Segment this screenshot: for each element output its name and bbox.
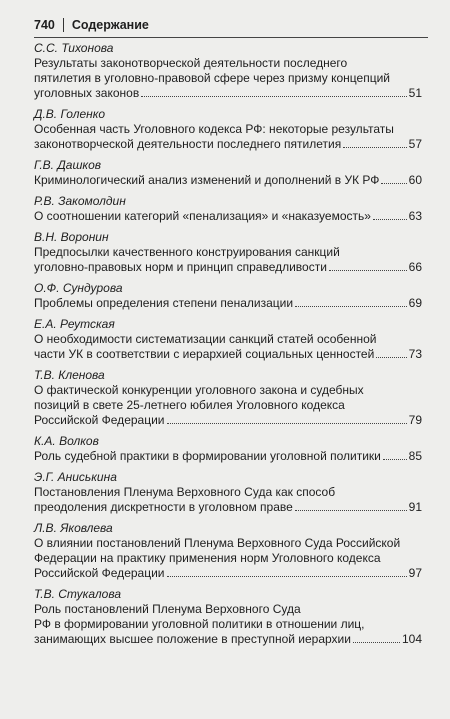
toc-title-line: О необходимости систематизации санкций статей особенной	[34, 332, 377, 346]
toc-title-text: занимающих высшее положение в преступной иерархии	[34, 632, 351, 646]
toc-title-text: уголовно-правовых норм и принцип справедливости	[34, 260, 327, 274]
toc-title-line: О фактической конкуренции уголовного закона и судебных	[34, 383, 364, 397]
toc-page-number: 79	[408, 413, 422, 427]
toc-title-last-line	[34, 260, 422, 275]
dot-leader	[295, 510, 407, 511]
toc-entry	[34, 434, 422, 464]
toc-entry	[34, 41, 422, 101]
dot-leader	[329, 270, 407, 271]
running-header	[34, 18, 430, 32]
toc-entry	[34, 521, 422, 581]
toc-title-last-line	[34, 449, 422, 464]
toc-title-text: Проблемы определения степени пенализации	[34, 296, 294, 310]
toc-title-line: Особенная часть Уголовного кодекса РФ: некоторые результаты	[34, 122, 394, 136]
toc-title-last-line	[34, 137, 422, 152]
dot-leader	[383, 459, 407, 460]
toc-title-line: Предпосылки качественного конструирования санкций	[34, 245, 340, 259]
toc-title-text: Российской Федерации	[34, 413, 165, 427]
dot-leader	[343, 147, 406, 148]
toc-title-last-line	[34, 173, 422, 188]
toc-title-line: Роль постановлений Пленума Верховного Суда	[34, 602, 301, 616]
dot-leader	[376, 357, 406, 358]
toc-title-last-line	[34, 347, 422, 362]
toc-title-last-line	[34, 413, 422, 428]
toc-author: Т.В. Стукалова	[34, 587, 121, 601]
toc-author: С.С. Тихонова	[34, 41, 114, 55]
toc-author: Р.В. Закомолдин	[34, 194, 126, 208]
toc-title-text: преодоления дискретности в уголовном праве	[34, 500, 293, 514]
toc-page-number: 66	[408, 260, 422, 274]
dot-leader	[353, 642, 400, 643]
dot-leader	[167, 423, 407, 424]
toc-page-number: 60	[408, 173, 422, 187]
toc-title-text: О соотношении категорий «пенализация» и «наказуемость»	[34, 209, 371, 223]
toc-entry	[34, 281, 422, 311]
toc-title-line: позиций в свете 25-летнего юбилея Уголовного кодекса	[34, 398, 345, 412]
toc-title-last-line	[34, 296, 422, 311]
toc-page-number: 85	[408, 449, 422, 463]
header-separator	[63, 18, 64, 32]
toc-title-text: части УК в соответствии с иерархией социальных ценностей	[34, 347, 375, 361]
toc-entry	[34, 587, 422, 647]
toc-author: Д.В. Голенко	[34, 107, 106, 121]
toc-title-line: Постановления Пленума Верховного Суда как способ	[34, 485, 336, 499]
toc-entry	[34, 230, 422, 275]
toc-author: К.А. Волков	[34, 434, 99, 448]
toc-title-text: Российской Федерации	[34, 566, 165, 580]
toc-entry	[34, 368, 422, 428]
toc-page-number: 57	[408, 137, 422, 151]
toc-page-number: 69	[408, 296, 422, 310]
toc-title-text: Роль судебной практики в формировании уголовной политики	[34, 449, 381, 463]
toc-page-number: 104	[401, 632, 422, 646]
toc-title-line: РФ в формировании уголовной политики в отношении лиц,	[34, 617, 365, 631]
toc-entry	[34, 158, 422, 188]
toc-title-text: Криминологический анализ изменений и дополнений в УК РФ	[34, 173, 380, 187]
dot-leader	[381, 183, 406, 184]
toc-author: Г.В. Дашков	[34, 158, 102, 172]
dot-leader	[167, 576, 407, 577]
toc-entry	[34, 194, 422, 224]
header-rule	[34, 37, 428, 38]
toc-entries	[34, 41, 422, 653]
page-number: 740	[34, 18, 55, 32]
toc-page-number: 91	[408, 500, 422, 514]
toc-page-number: 63	[408, 209, 422, 223]
toc-entry	[34, 107, 422, 152]
toc-title-last-line	[34, 209, 422, 224]
dot-leader	[295, 306, 407, 307]
header-title: Содержание	[71, 18, 149, 32]
toc-page-number: 97	[408, 566, 422, 580]
dot-leader	[141, 96, 406, 97]
toc-author: Е.А. Реутская	[34, 317, 115, 331]
toc-title-last-line	[34, 500, 422, 515]
toc-author: О.Ф. Сундурова	[34, 281, 123, 295]
toc-author: Э.Г. Аниськина	[34, 470, 117, 484]
toc-title-last-line	[34, 632, 422, 647]
toc-author: В.Н. Воронин	[34, 230, 109, 244]
toc-title-text: уголовных законов	[34, 86, 140, 100]
toc-entry	[34, 470, 422, 515]
toc-title-line: Результаты законотворческой деятельности последнего	[34, 56, 348, 70]
toc-title-text: законотворческой деятельности последнего пятилетия	[34, 137, 342, 151]
toc-page-number: 73	[408, 347, 422, 361]
toc-title-line: Федерации на практику применения норм Уголовного кодекса	[34, 551, 381, 565]
toc-title-line: пятилетия в уголовно-правовой сфере через призму концепций	[34, 71, 390, 85]
toc-entry	[34, 317, 422, 362]
toc-title-last-line	[34, 566, 422, 581]
toc-title-last-line	[34, 86, 422, 101]
toc-author: Л.В. Яковлева	[34, 521, 113, 535]
toc-page-number: 51	[408, 86, 422, 100]
toc-author: Т.В. Кленова	[34, 368, 105, 382]
toc-title-line: О влиянии постановлений Пленума Верховного Суда Российской	[34, 536, 401, 550]
dot-leader	[373, 219, 407, 220]
